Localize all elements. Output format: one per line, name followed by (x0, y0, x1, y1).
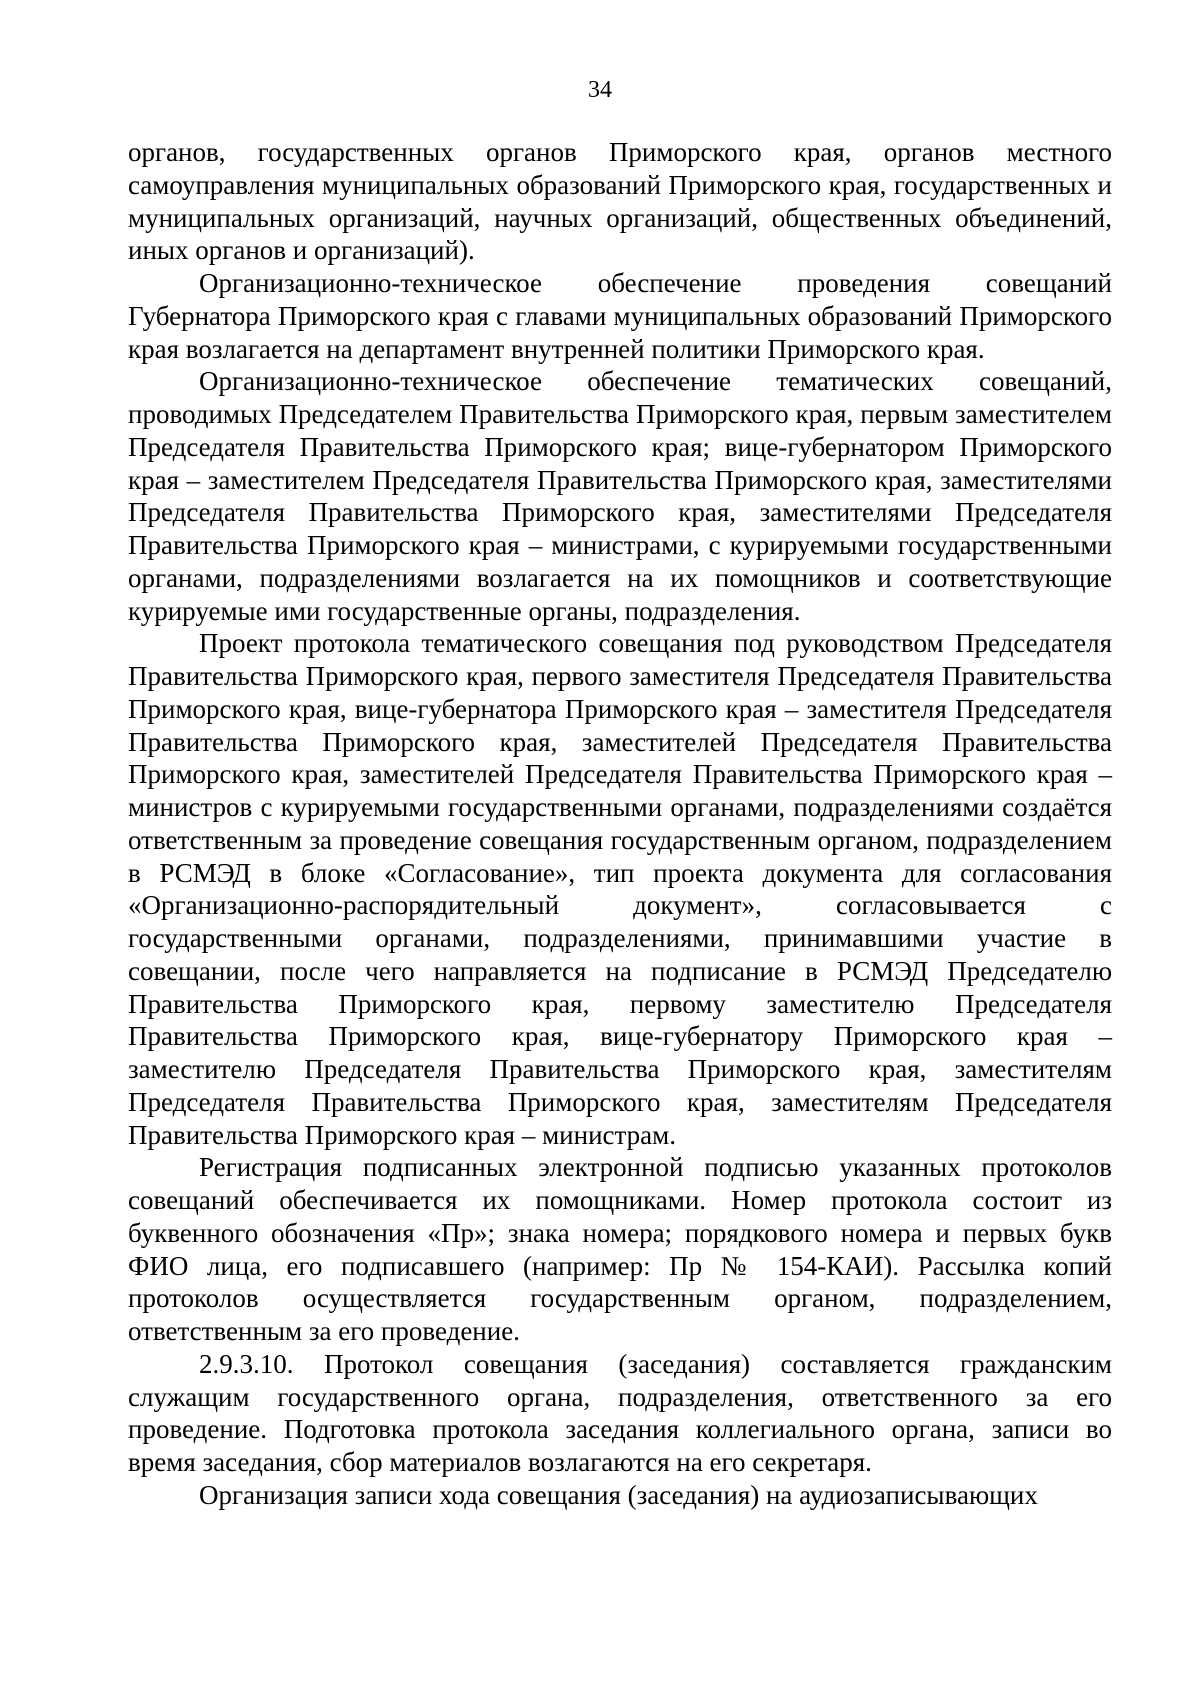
paragraph-protocol-draft: Проект протокола тематического совещания под руководством Председателя Правительства Приморского края, первого заместителя Председателя Правительства Приморского края, вице-губернатора Приморского края – заместителя Председателя Правительства Приморского края, заместителей Председателя Правительства Приморского края, заместителей Председателя Правительства Приморского края – министров с курируемыми государственными органами, подразделениями создаётся ответственным за проведение совещания государственным органом, подразделением в РСМЭД в блоке «Согласование», тип проекта документа для согласования «Организационно-распорядительный документ», согласовывается с государственными органами, подразделениями, принимавшими участие в совещании, после чего направляется на подписание в РСМЭД Председателю Правительства Приморского края, первому заместителю Председателя Правительства Приморского края, вице-губернатору Приморского края – заместителю Председателя Правительства Приморского края, заместителям Председателя Правительства Приморского края, заместителям Председателя Правительства Приморского края – министрам. (128, 628, 1112, 1150)
paragraph-section-2-9-3-10: 2.9.3.10. Протокол совещания (заседания) составляется гражданским служащим государственного органа, подразделения, ответственного за его проведение. Подготовка протокола заседания коллегиального органа, записи во время заседания, сбор материалов возлагаются на его секретаря. (128, 1348, 1112, 1477)
paragraph-protocol-registration: Регистрация подписанных электронной подписью указанных протоколов совещаний обеспечивается их помощниками. Номер протокола состоит из буквенного обозначения «Пр»; знака номера; порядкового номера и первых букв ФИО лица, его подписавшего (например: Пр № 154-КАИ). Рассылка копий протоколов осуществляется государственным органом, подразделением, ответственным за его проведение. (128, 1152, 1112, 1346)
paragraph-thematic-meetings: Организационно-техническое обеспечение тематических совещаний, проводимых Председателем Правительства Приморского края, первым заместителем Председателя Правительства Приморского края; вице-губернатором Приморского края – заместителем Председателя Правительства Приморского края, заместителями Председателя Правительства Приморского края, заместителями Председателя Правительства Приморского края – министрами, с курируемыми государственными органами, подразделениями возлагается на их помощников и соответствующие курируемые ими государственные органы, подразделения. (128, 366, 1112, 626)
paragraph-governor-meetings: Организационно-техническое обеспечение проведения совещаний Губернатора Приморского края с главами муниципальных образований Приморского края возлагается на департамент внутренней политики Приморского края. (128, 268, 1112, 364)
paragraph-continuation: органов, государственных органов Приморского края, органов местного самоуправления муниципальных образований Приморского края, государственных и муниципальных организаций, научных организаций, общественных объединений, иных органов и организаций). (128, 137, 1112, 266)
page-number: 34 (588, 77, 612, 103)
document-body (128, 136, 1112, 1512)
paragraph-audio-recording: Организация записи хода совещания (заседания) на аудиозаписывающих (199, 1479, 1038, 1510)
